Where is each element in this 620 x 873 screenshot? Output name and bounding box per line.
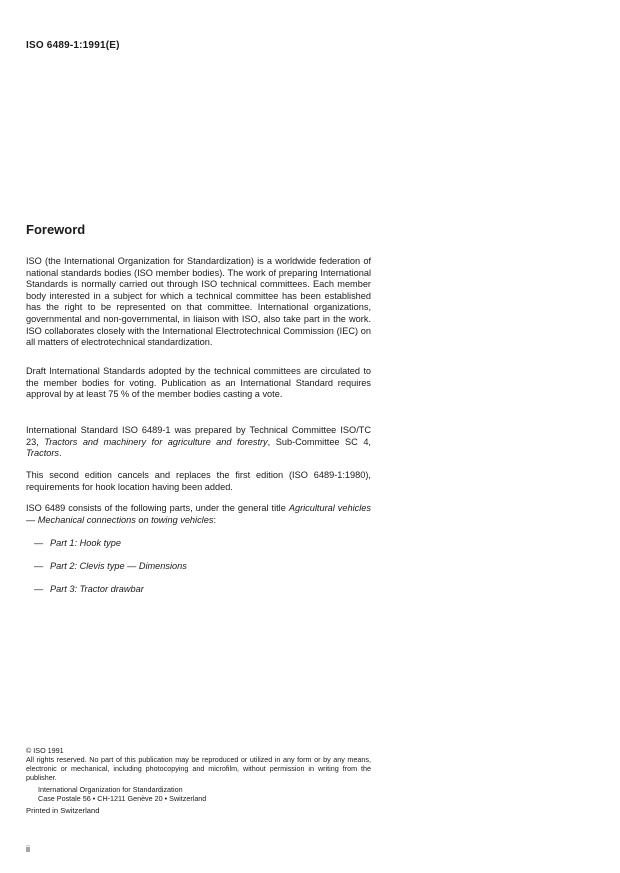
paragraph-preparation [26, 425, 371, 460]
p3-subcommittee-title: Tractors [26, 448, 60, 459]
list-dash: — [34, 561, 44, 571]
p5-text-c: : [213, 514, 216, 525]
paragraph-edition: This second edition cancels and replaces the first edition (ISO 6489-1:1980), requirements for hook location having been added. [26, 470, 371, 492]
section-heading: Foreword [26, 222, 86, 237]
list-dash: — [34, 538, 44, 548]
organization-address: Case Postale 56 • CH-1211 Genève 20 • Switzerland [38, 794, 207, 804]
page-number: ii [26, 844, 30, 854]
p3-text-c: , Sub-Committee SC 4, [267, 436, 371, 447]
paragraph-draft-standards: Draft International Standards adopted by the technical committees are circulated to the member bodies for voting. Publication as an International Standard requires approval by at least 75 % of the member bodies casting a vote. [26, 366, 371, 400]
part-label: Part 1: Hook type [50, 538, 121, 548]
p3-committee-title: Tractors and machinery for agriculture and forestry [44, 436, 268, 447]
p3-text-e: . [59, 448, 62, 459]
list-dash: — [34, 584, 44, 594]
p3-text-a: International Standard ISO 6489-1 was prepared by Technical Committee ISO/TC 23, [26, 425, 371, 447]
paragraph-iso-intro: ISO (the International Organization for Standardization) is a worldwide federation of national standards bodies (ISO member bodies). The work of preparing International Standards is normally carried out through ISO technical committees. Each member body interested in a subject for which a technical committee has been established has the right to be represented on that committee. International organizations, governmental and non-governmental, in liaison with ISO, also take part in the work. ISO collaborates closely with the International Electrotechnical Commission (IEC) on all matters of electrotechnical standardization. [26, 256, 371, 348]
list-item [34, 538, 121, 548]
p5-text-a: ISO 6489 consists of the following parts, under the general title [26, 503, 289, 513]
document-id: ISO 6489-1:1991(E) [26, 40, 120, 51]
list-item [34, 584, 144, 594]
paragraph-parts-intro [26, 503, 371, 526]
organization-block [38, 785, 206, 803]
rights-notice: All rights reserved. No part of this publication may be reproduced or utilized in any form or by any means, electronic or mechanical, including photocopying and microfilm, without permission in writing from the publisher. [26, 755, 371, 783]
part-label: Part 2: Clevis type — Dimensions [50, 561, 187, 571]
copyright-line: © ISO 1991 [26, 746, 64, 755]
organization-name: International Organization for Standardization [38, 785, 183, 794]
list-item [34, 561, 187, 571]
part-label: Part 3: Tractor drawbar [50, 584, 144, 594]
printed-in: Printed in Switzerland [26, 806, 100, 815]
p5-general-title: Agricultural vehicles — Mechanical connections on towing vehicles [26, 503, 371, 525]
